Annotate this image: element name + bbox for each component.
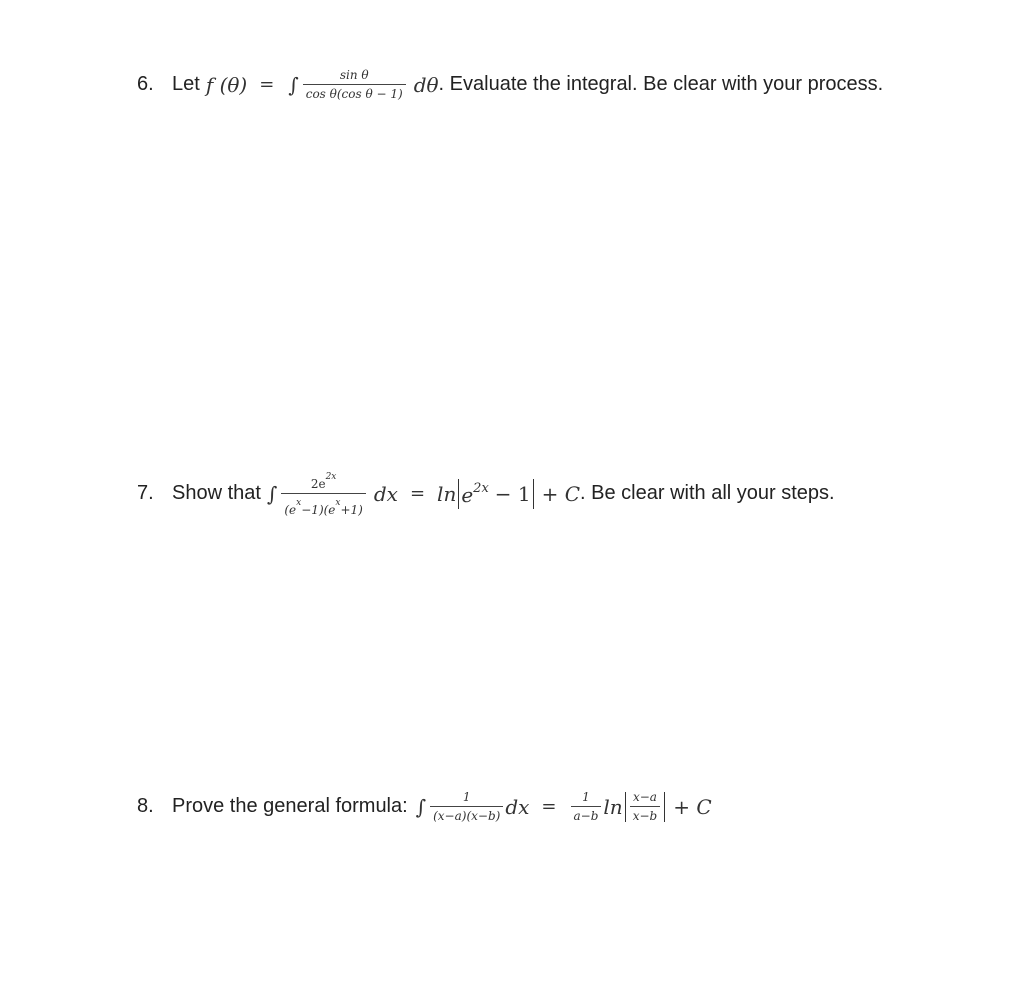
integral-sign: ∫ xyxy=(288,72,299,97)
exp-base: e xyxy=(461,482,474,507)
absolute-bar-right xyxy=(533,479,534,509)
argument-numerator: x−a xyxy=(632,790,657,804)
fraction-bar xyxy=(571,806,602,807)
coefficient-fraction xyxy=(571,790,602,823)
numerator xyxy=(308,470,340,491)
problem-8 xyxy=(137,790,712,823)
numerator-base: 2e xyxy=(310,477,326,491)
denominator-exponent: x xyxy=(335,498,341,508)
numerator: 1 xyxy=(462,790,471,804)
denominator-part: −1)(e xyxy=(301,503,336,517)
problem-number: 7. xyxy=(137,482,154,504)
fraction-bar xyxy=(281,493,365,494)
differential: dx xyxy=(505,794,530,819)
exponential-term xyxy=(461,481,488,507)
log-argument-fraction xyxy=(630,790,661,823)
denominator: cos θ(cos θ − 1) xyxy=(305,87,403,101)
fraction-bar xyxy=(303,84,406,85)
equals-sign: = xyxy=(259,74,275,95)
differential: dθ xyxy=(413,72,439,97)
numerator-exponent: 2x xyxy=(325,472,337,482)
function-notation: f (θ) xyxy=(205,72,248,97)
absolute-bar-left xyxy=(458,479,459,509)
integral-sign: ∫ xyxy=(266,481,278,506)
differential: dx xyxy=(373,481,398,506)
denominator-part: +1) xyxy=(340,503,363,517)
problem-lead: Prove the general formula: xyxy=(172,795,408,817)
absolute-bar-right xyxy=(664,792,665,822)
integral-sign: ∫ xyxy=(415,794,427,819)
absolute-bar-left xyxy=(625,792,626,822)
denominator-exponent: x xyxy=(296,498,302,508)
problem-number: 6. xyxy=(137,73,154,95)
fraction-bar xyxy=(630,806,661,807)
numerator: sin θ xyxy=(339,68,369,82)
problem-instruction: . Evaluate the integral. Be clear with your process. xyxy=(438,73,884,95)
integrand-fraction xyxy=(303,68,406,101)
problem-lead: Show that xyxy=(172,482,261,504)
integrand-fraction xyxy=(430,790,503,823)
coefficient-denominator: a−b xyxy=(573,809,599,823)
equals-sign: = xyxy=(409,483,426,504)
coefficient-numerator: 1 xyxy=(582,790,590,804)
denominator: (x−a)(x−b) xyxy=(433,809,501,823)
fraction-bar xyxy=(430,806,503,807)
plus-constant: + C xyxy=(673,794,712,819)
natural-log: ln xyxy=(437,481,457,506)
denominator xyxy=(281,496,365,517)
integrand-fraction xyxy=(281,470,365,517)
problem-6 xyxy=(137,68,883,101)
problem-lead: Let xyxy=(172,73,200,95)
problem-7 xyxy=(137,470,835,517)
problem-instruction: . Be clear with all your steps. xyxy=(580,482,835,504)
argument-denominator: x−b xyxy=(632,809,658,823)
equals-sign: = xyxy=(541,796,557,817)
denominator-part: (e xyxy=(284,503,297,517)
plus-constant: + C xyxy=(541,481,581,506)
problem-number: 8. xyxy=(137,795,154,817)
minus-one: − 1 xyxy=(494,481,531,506)
exp-exponent: 2x xyxy=(473,480,489,496)
natural-log: ln xyxy=(603,794,623,819)
